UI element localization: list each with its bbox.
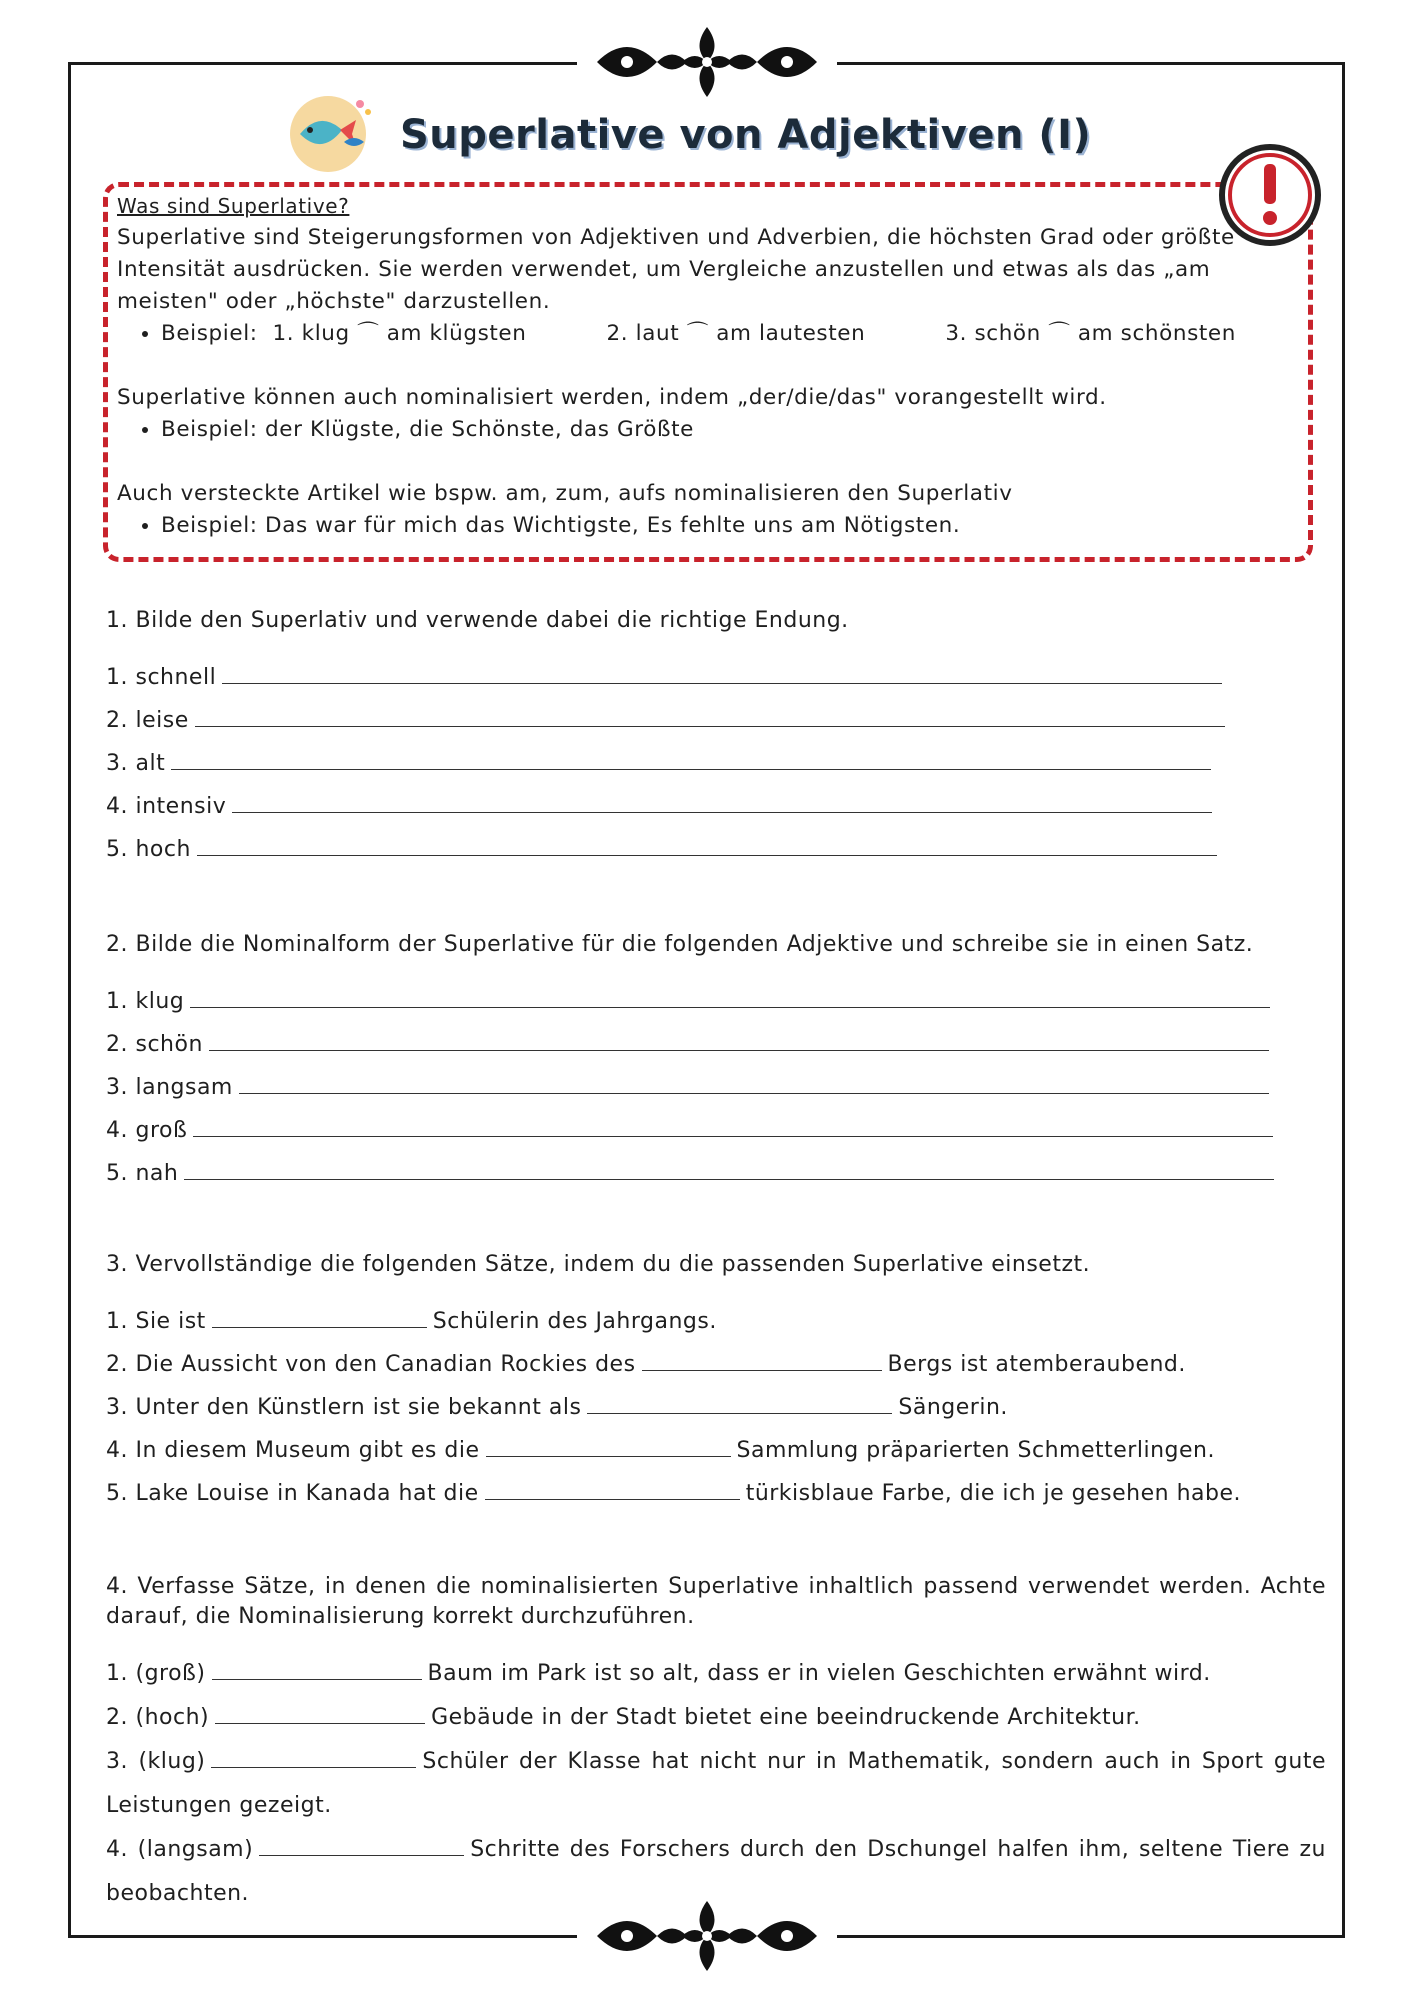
arrow-icon: ⌒ xyxy=(357,321,380,346)
example-list-item: • Beispiel: Das war für mich das Wichtigste, Es fehlte uns am Nötigsten. xyxy=(161,510,1297,542)
answer-line[interactable]: 3. alt xyxy=(106,742,1326,785)
example-list-item: • Beispiel: 1. klug ⌒ am klügsten 2. laut ⌒ am lautesten 3. schön ⌒ am schönsten xyxy=(161,318,1297,350)
info-nominal-text: Superlative können auch nominalisiert werden, indem „der/die/das" vorangestellt wird. xyxy=(117,385,1107,410)
sentence-line: 1. Sie ist Schülerin des Jahrgangs. xyxy=(106,1300,1326,1343)
answer-line[interactable]: 4. groß xyxy=(106,1109,1326,1152)
sentence-line: 5. Lake Louise in Kanada hat die türkisblaue Farbe, die ich je gesehen habe. xyxy=(106,1472,1326,1515)
sentence-line: 3. Unter den Künstlern ist sie bekannt als Sängerin. xyxy=(106,1386,1326,1429)
task4-heading: 4. Verfasse Sätze, in denen die nominalisierten Superlative inhaltlich passend verwendet werden. Achte darauf, die Nominalisierung korrekt durchzuführen. xyxy=(106,1574,1326,1629)
arrow-icon: ⌒ xyxy=(686,321,709,346)
fill-in-blank[interactable] xyxy=(486,1434,731,1457)
answer-line[interactable]: 2. leise xyxy=(106,699,1326,742)
info-content xyxy=(117,190,1297,542)
fill-in-blank[interactable] xyxy=(642,1348,882,1371)
info-hidden-article-text: Auch versteckte Artikel wie bspw. am, zum, aufs nominalisieren den Superlativ xyxy=(117,481,1013,506)
sentence-line: 2. Die Aussicht von den Canadian Rockies des Bergs ist atemberaubend. xyxy=(106,1343,1326,1386)
answer-line[interactable]: 4. intensiv xyxy=(106,785,1326,828)
fill-in-blank[interactable] xyxy=(587,1391,892,1414)
arrow-icon: ⌒ xyxy=(1048,321,1071,346)
task2-heading: 2. Bilde die Nominalform der Superlative für die folgenden Adjektive und schreibe sie in einen Satz. xyxy=(106,932,1254,957)
task1-heading: 1. Bilde den Superlativ und verwende dabei die richtige Endung. xyxy=(106,608,849,633)
bottom-ornament xyxy=(577,1896,837,1980)
title-row xyxy=(280,82,1180,192)
answer-line[interactable]: 2. schön xyxy=(106,1023,1326,1066)
fill-in-blank[interactable] xyxy=(485,1477,740,1500)
sentence-line: 3. (klug) Schüler der Klasse hat nicht nur in Mathematik, sondern auch in Sport gute Leistungen gezeigt. xyxy=(106,1740,1326,1828)
task1-section xyxy=(106,606,1326,871)
info-question: Was sind Superlative? xyxy=(117,194,350,218)
fill-in-blank[interactable] xyxy=(215,1701,425,1724)
task2-section xyxy=(106,930,1326,1195)
fill-in-blank[interactable] xyxy=(211,1745,416,1768)
sentence-line: 4. In diesem Museum gibt es die Sammlung präparierten Schmetterlingen. xyxy=(106,1429,1326,1472)
answer-line[interactable]: 1. schnell xyxy=(106,656,1326,699)
fish-icon xyxy=(280,82,380,182)
answer-line[interactable]: 5. hoch xyxy=(106,828,1326,871)
info-definition: Superlative sind Steigerungsformen von Adjektiven und Adverbien, die höchsten Grad oder größte Intensität ausdrücken. Sie werden verwendet, um Vergleiche anzustellen und etwas als das „am meisten" oder „höchste" darzustellen. xyxy=(117,225,1235,314)
page-title: Superlative von Adjektiven (I) xyxy=(400,112,1092,158)
task3-section xyxy=(106,1250,1326,1515)
example-list-item: • Beispiel: der Klügste, die Schönste, das Größte xyxy=(161,414,1297,446)
sentence-line: 4. (langsam) Schritte des Forschers durch den Dschungel halfen ihm, seltene Tiere zu beobachten. xyxy=(106,1828,1326,1916)
answer-line[interactable]: 3. langsam xyxy=(106,1066,1326,1109)
task4-section xyxy=(106,1572,1326,1916)
task3-heading: 3. Vervollständige die folgenden Sätze, indem du die passenden Superlative einsetzt. xyxy=(106,1252,1091,1277)
fill-in-blank[interactable] xyxy=(212,1657,422,1680)
sentence-line: 1. (groß) Baum im Park ist so alt, dass er in vielen Geschichten erwähnt wird. xyxy=(106,1652,1326,1696)
sentence-line: 2. (hoch) Gebäude in der Stadt bietet eine beeindruckende Architektur. xyxy=(106,1696,1326,1740)
answer-line[interactable]: 1. klug xyxy=(106,980,1326,1023)
fill-in-blank[interactable] xyxy=(259,1833,464,1856)
example-label: • Beispiel: xyxy=(161,321,258,346)
answer-line[interactable]: 5. nah xyxy=(106,1152,1326,1195)
fill-in-blank[interactable] xyxy=(212,1305,427,1328)
